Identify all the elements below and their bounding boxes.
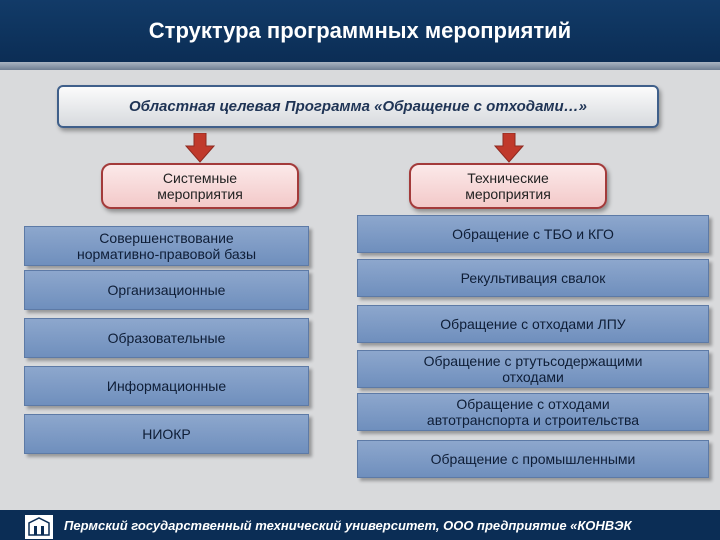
- arrow-down-icon: [185, 133, 215, 163]
- systemic-item-label: Образовательные: [107, 330, 226, 346]
- category-systemic: [101, 163, 299, 209]
- systemic-item-label: Организационные: [107, 282, 226, 298]
- technical-item-medical-waste: [357, 305, 709, 343]
- systemic-item-label: Информационные: [106, 378, 227, 394]
- systemic-item-educational: [24, 318, 309, 358]
- systemic-item-line1: Совершенствование: [99, 230, 234, 246]
- category-systemic-line1: Системные: [162, 170, 238, 186]
- technical-item-mercury-waste: [357, 350, 709, 388]
- systemic-item-legal-base: [24, 226, 309, 266]
- technical-item-tbo-kgo: [357, 215, 709, 253]
- technical-item-label: Рекультивация свалок: [460, 270, 606, 286]
- footer-text: Пермский государственный технический университет, ООО предприятие «КОНВЭК: [64, 518, 632, 533]
- technical-item-line1: Обращение с ртутьсодержащими: [423, 353, 643, 369]
- technical-item-landfill: [357, 259, 709, 297]
- category-technical-line2: мероприятия: [465, 186, 551, 202]
- category-systemic-line2: мероприятия: [157, 186, 243, 202]
- systemic-item-informational: [24, 366, 309, 406]
- program-box: Областная целевая Программа «Обращение с отходами…»: [57, 85, 659, 128]
- systemic-item-line2: нормативно-правовой базы: [76, 246, 257, 262]
- technical-item-transport-construction: [357, 393, 709, 431]
- technical-item-line2: автотранспорта и строительства: [426, 412, 640, 428]
- arrow-down-icon: [494, 133, 524, 163]
- university-logo-icon: [24, 514, 54, 540]
- technical-item-label: Обращение с ТБО и КГО: [452, 226, 614, 242]
- systemic-item-research: [24, 414, 309, 454]
- technical-item-industrial: [357, 440, 709, 478]
- category-technical-line1: Технические: [467, 170, 549, 186]
- page-title: Структура программных мероприятий: [148, 18, 572, 43]
- header-stripe: [0, 62, 720, 70]
- technical-item-line2: отходами: [502, 369, 564, 385]
- technical-item-label: Обращение с отходами ЛПУ: [440, 316, 626, 332]
- technical-item-line1: Обращение с отходами: [456, 396, 610, 412]
- systemic-item-organizational: [24, 270, 309, 310]
- category-technical: [409, 163, 607, 209]
- systemic-item-label: НИОКР: [142, 426, 191, 442]
- technical-item-label: Обращение с промышленными: [430, 451, 636, 467]
